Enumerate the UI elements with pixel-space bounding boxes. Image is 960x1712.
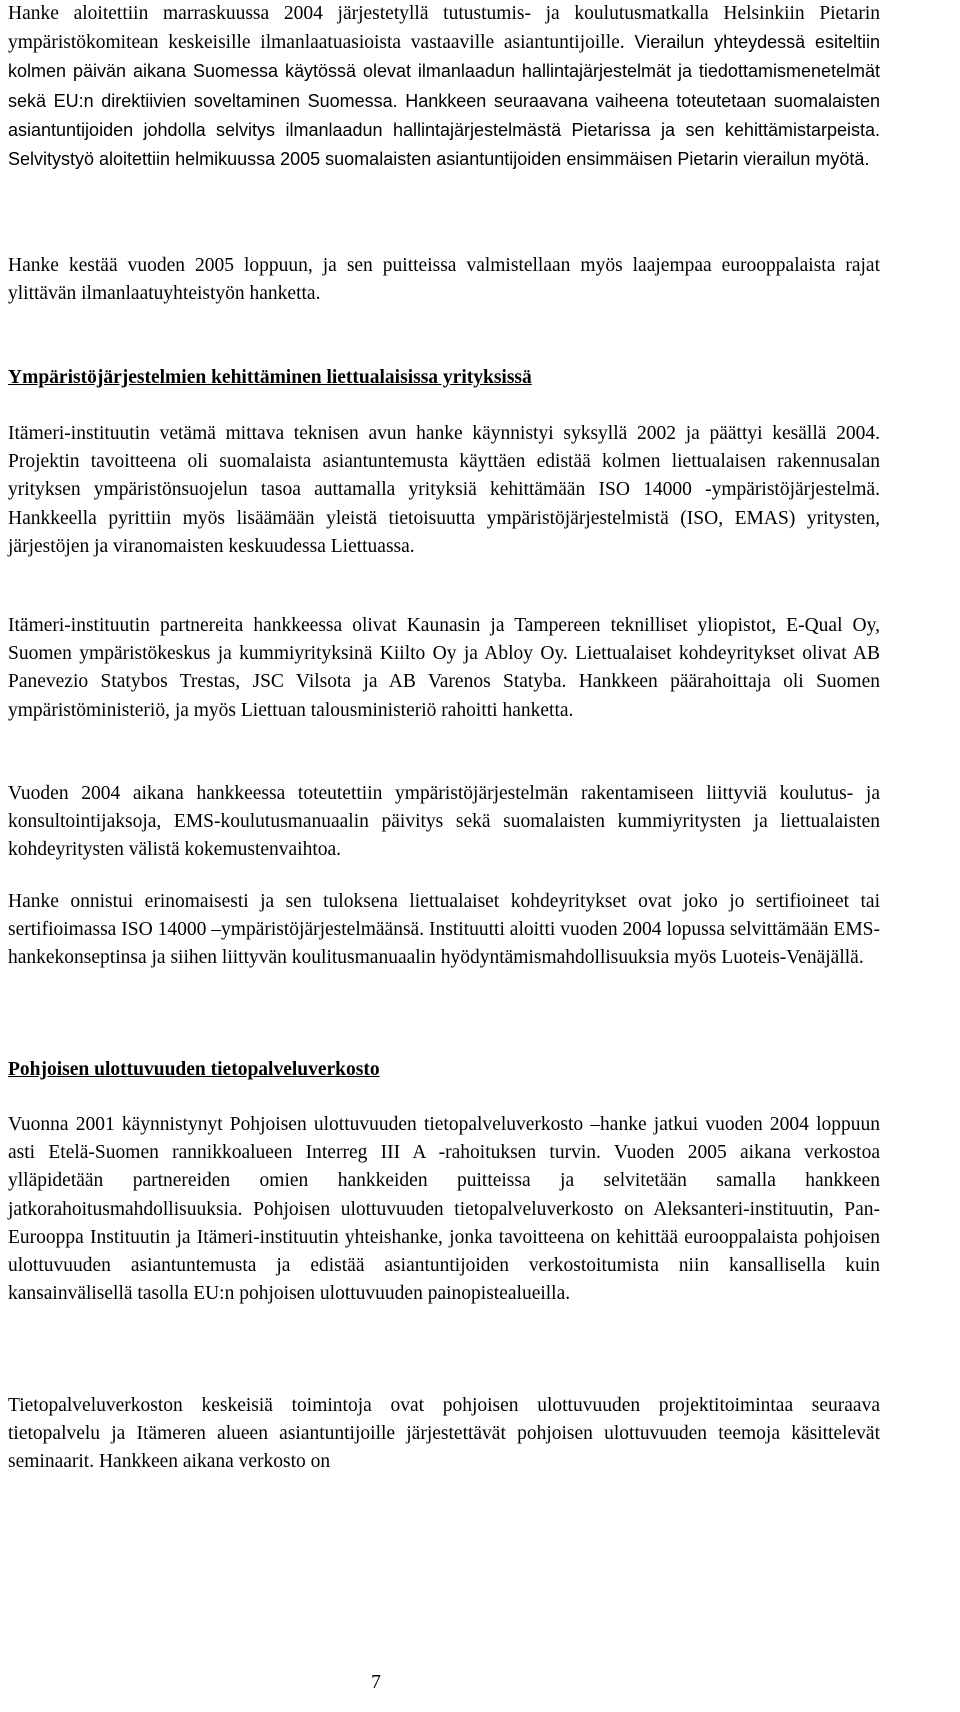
section1-paragraph-3: Vuoden 2004 aikana hankkeessa toteutettiin ympäristöjärjestelmän rakentamiseen liittyviä koulutus- ja konsultointijaksoja, EMS-koulutusmanuaalin päivitys sekä suomalaisten kummiyritysten ja liettualaisten kohdeyritysten välistä kokemustenvaihtoa. xyxy=(8,783,880,861)
section1-paragraph-2: Itämeri-instituutin partnereita hankkeessa olivat Kaunasin ja Tampereen teknilliset yliopistot, E-Qual Oy, Suomen ympäristökeskus ja kummiyrityksinä Kiilto Oy ja Abloy Oy. Liettualaiset kohdeyritykset olivat AB Panevezio Statybos Trestas, JSC Vilsota ja AB Varenos Statyba. Hankkeen päärahoittaja oli Suomen ympäristöministeriö, ja myös Liettuan talousministeriö rahoitti hanketta. xyxy=(8,615,880,721)
intro-paragraph-serif: Hanke aloitettiin marraskuussa 2004 järjestetyllä tutustumis- ja koulutusmatkalla Helsinkiin Pietarin ympäristökomitean keskeisille ilmanlaatuasioista vastaaville asiantuntijoille. xyxy=(8,3,880,54)
section1-paragraph-1: Itämeri-instituutin vetämä mittava teknisen avun hanke käynnistyi syksyllä 2002 ja päättyi kesällä 2004. Projektin tavoitteena oli suomalaista asiantuntemusta käyttäen edistää kolmen liettualaisen rakennusalan yrityksen ympäristönsuojelun tasoa auttamalla yrityksiä kehittämään ISO 14000 -ympäristöjärjestelmä. Hankkeella pyrittiin myös lisäämään yleistä tietoisuutta ympäristöjärjestelmistä (ISO, EMAS) yritysten, järjestöjen ja viranomaisten keskuudessa Liettuassa. xyxy=(8,423,880,557)
intro-paragraph xyxy=(8,0,880,174)
section2-paragraph-1: Vuonna 2001 käynnistynyt Pohjoisen ulottuvuuden tietopalveluverkosto –hanke jatkui vuoden 2004 loppuun asti Etelä-Suomen rannikkoalueen Interreg III A -rahoituksen turvin. Vuoden 2005 aikana verkostoa ylläpidetään partnereiden omien hankkeiden puitteissa ja selvitetään samalla hankkeen jatkorahoitusmahdollisuuksia. Pohjoisen ulottuvuuden tietopalveluverkosto on Aleksanteri-instituutin, Pan-Eurooppa Instituutin ja Itämeri-instituutin yhteishanke, jonka tavoitteena on kehittää eurooppalaista pohjoisen ulottuvuuden asiantuntemusta ja edistää asiantuntijoiden verkostoitumista niin kansallisella kuin kansainvälisellä tasolla EU:n pohjoisen ulottuvuuden painopistealueilla. xyxy=(8,1114,880,1305)
intro-paragraph-sans: Vierailun yhteydessä esiteltiin kolmen päivän aikana Suomessa käytössä olevat ilmanlaadun hallintajärjestelmät ja tiedottamismenetelmät sekä EU:n direktiivien soveltaminen Suomessa. Hankkeen seuraavana vaiheena toteutetaan suomalaisten asiantuntijoiden johdolla selvitys ilmanlaadun hallintajärjestelmästä Pietarissa ja sen kehittämistarpeista. Selvitystyö aloitettiin helmikuussa 2005 suomalaisten asiantuntijoiden ensimmäisen Pietarin vierailun myötä. xyxy=(8,32,880,170)
paragraph-project-duration: Hanke kestää vuoden 2005 loppuun, ja sen puitteissa valmistellaan myös laajempaa eurooppalaista rajat ylittävän ilmanlaatuyhteistyön hanketta. xyxy=(8,255,880,305)
section2-paragraph-2: Tietopalveluverkoston keskeisiä toimintoja ovat pohjoisen ulottuvuuden projektitoimintaa seuraava tietopalvelu ja Itämeren alueen asiantuntijoille järjestettävät pohjoisen ulottuvuuden teemoja käsittelevät seminaarit. Hankkeen aikana verkosto on xyxy=(8,1395,880,1473)
section1-paragraph-4: Hanke onnistui erinomaisesti ja sen tuloksena liettualaiset kohdeyritykset ovat joko jo sertifioineet tai sertifioimassa ISO 14000 –ympäristöjärjestelmäänsä. Instituutti aloitti vuoden 2004 lopussa selvittämään EMS-hankekonseptinsa ja siihen liittyvän koulitusmanuaalin hyödyntämismahdollisuuksia myös Luoteis-Venäjällä. xyxy=(8,891,880,969)
section-heading-environmental-systems: Ympäristöjärjestelmien kehittäminen liettualaisissa yrityksissä xyxy=(8,367,532,388)
section-heading-information-network: Pohjoisen ulottuvuuden tietopalveluverkosto xyxy=(8,1059,380,1080)
page-number: 7 xyxy=(371,1672,381,1693)
